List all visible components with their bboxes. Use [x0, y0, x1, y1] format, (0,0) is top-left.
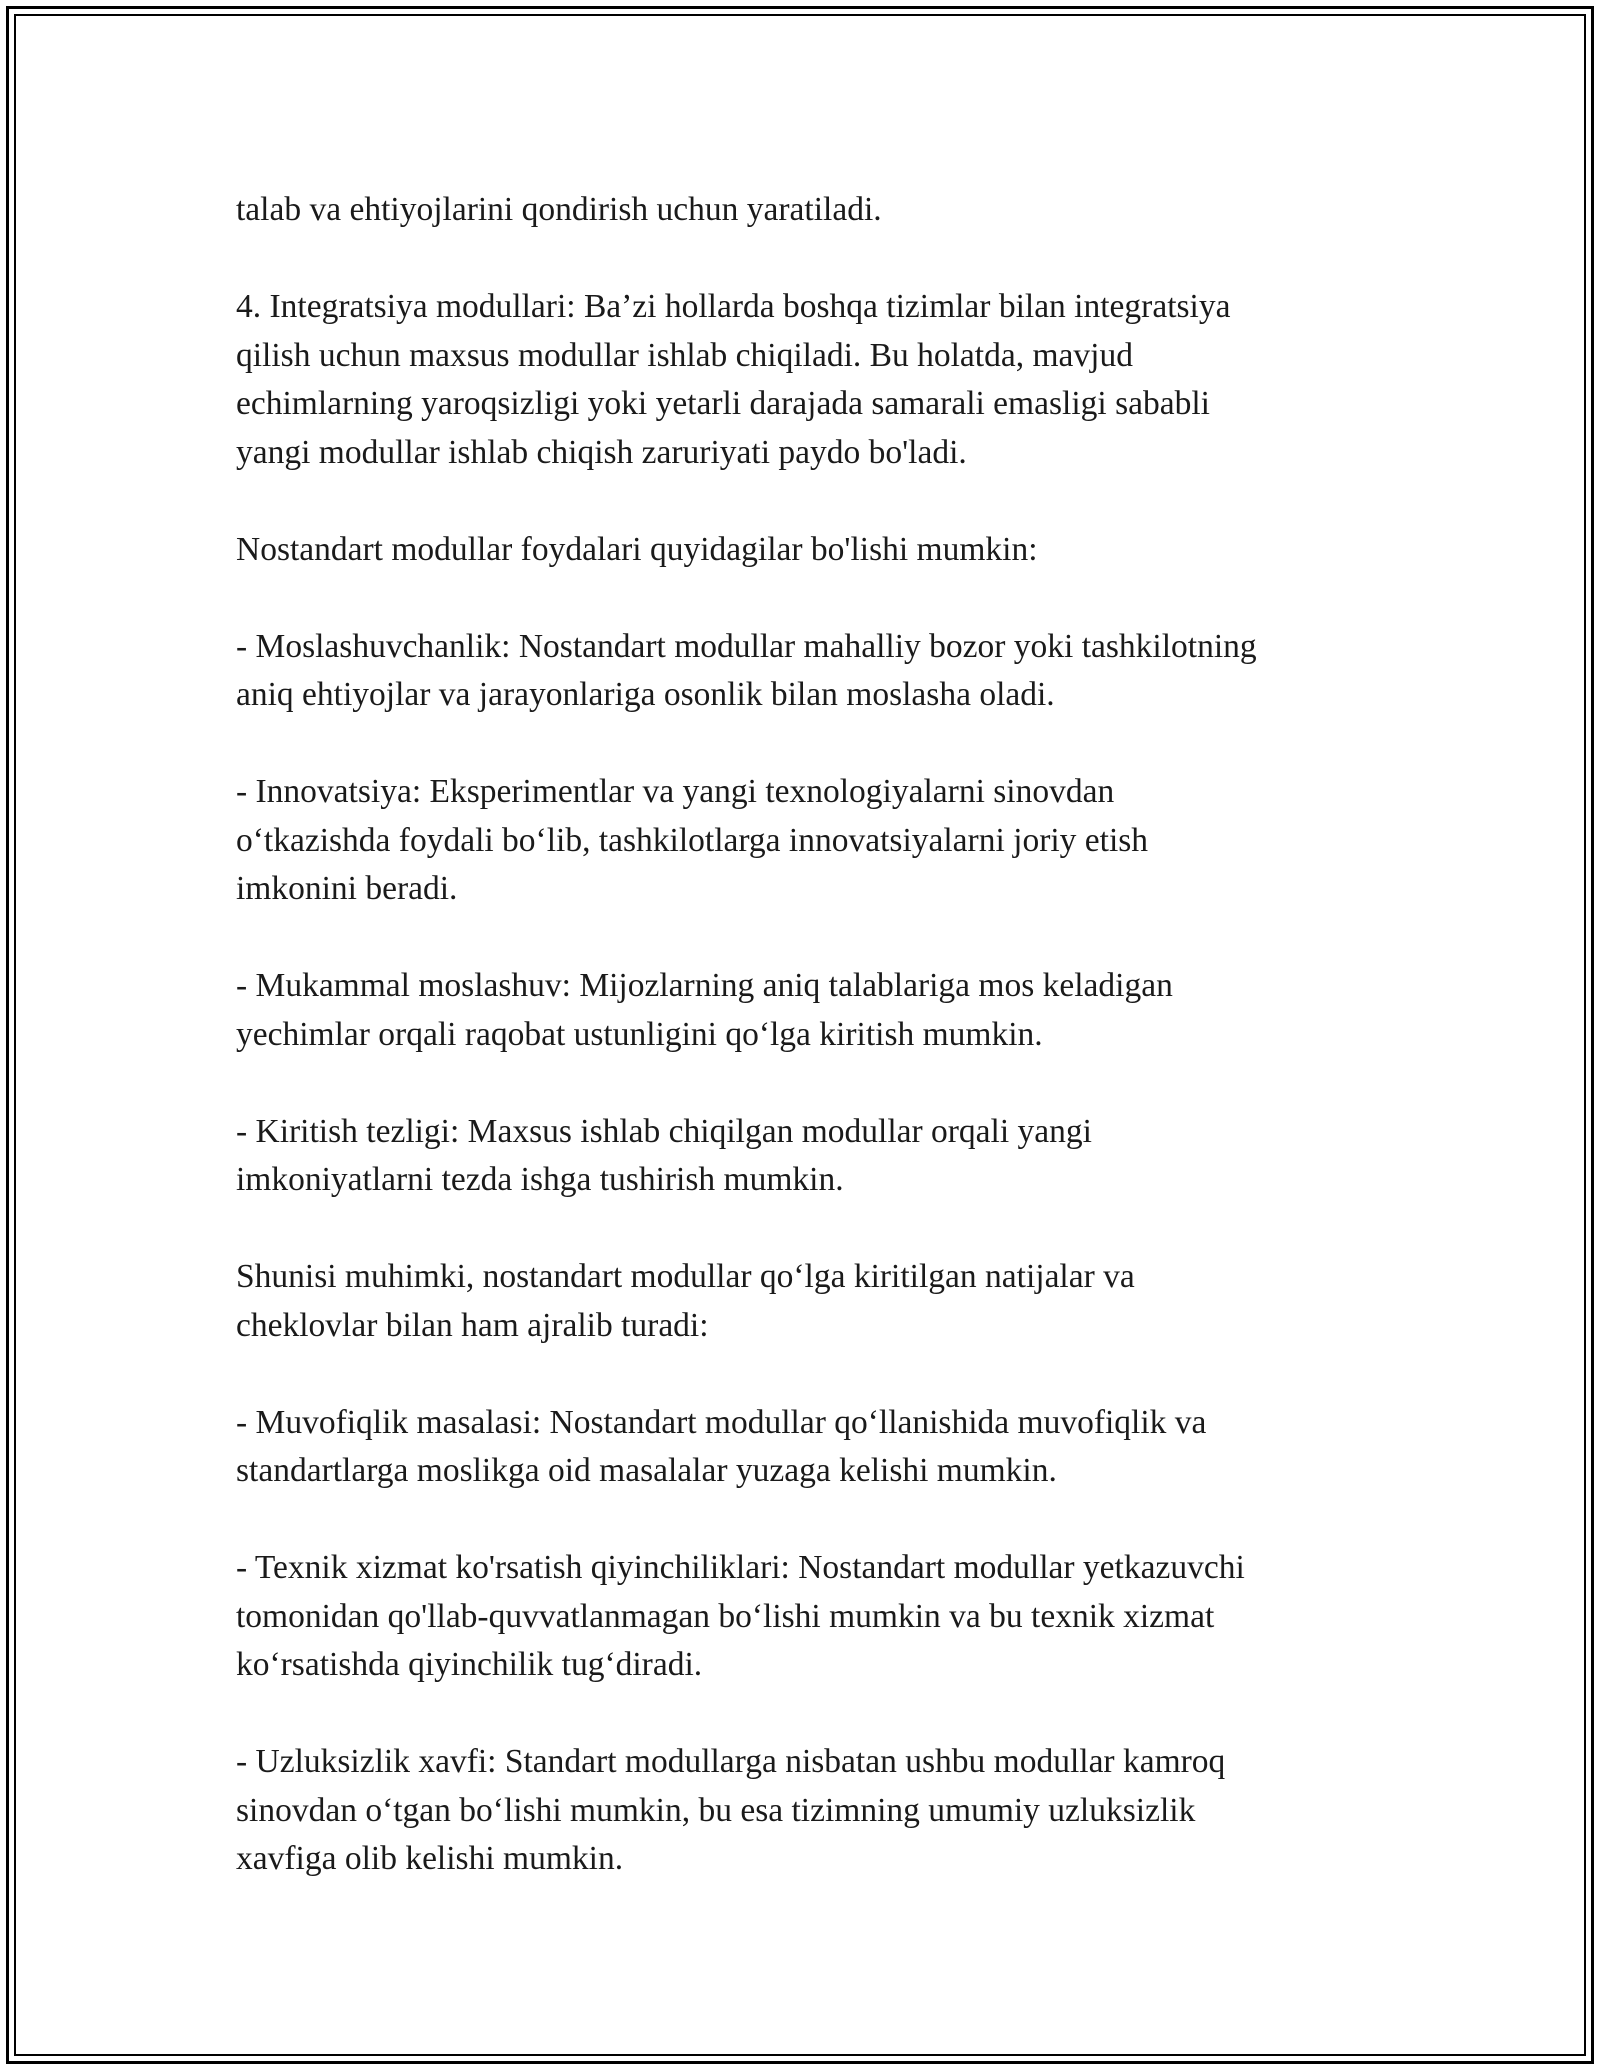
- paragraph-line: 4. Integratsiya modullari: Ba’zi hollarda boshqa tizimlar bilan integratsiya: [236, 288, 1231, 325]
- paragraph-line: Shunisi muhimki, nostandart modullar qo‘lga kiritilgan natijalar va: [236, 1258, 1135, 1295]
- paragraph: [236, 526, 1386, 575]
- paragraph-line: - Innovatsiya: Eksperimentlar va yangi texnologiyalarni sinovdan: [236, 773, 1115, 810]
- paragraph-line: talab va ehtiyojlarini qondirish uchun yaratiladi.: [236, 191, 882, 228]
- paragraph-line: qilish uchun maxsus modullar ishlab chiqiladi. Bu holatda, mavjud: [236, 336, 1133, 374]
- paragraph-line: - Uzluksizlik xavfi: Standart modullarga nisbatan ushbu modullar kamroq: [236, 1743, 1226, 1780]
- paragraph-line: imkoniyatlarni tezda ishga tushirish mumkin.: [236, 1161, 844, 1198]
- paragraph-line: echimlarning yaroqsizligi yoki yetarli darajada samarali emasligi sababli: [236, 385, 1210, 422]
- paragraph-line: aniq ehtiyojlar va jarayonlariga osonlik bilan moslasha oladi.: [236, 676, 1055, 713]
- paragraph: [236, 1399, 1386, 1496]
- paragraph: [236, 623, 1386, 720]
- paragraph-line: yangi modullar ishlab chiqish zaruriyati paydo bo'ladi.: [236, 433, 967, 471]
- paragraph-line: standartlarga moslikga oid masalalar yuzaga kelishi mumkin.: [236, 1452, 1057, 1489]
- paragraph-line: imkonini beradi.: [236, 870, 458, 907]
- paragraph-line: yechimlar orqali raqobat ustunligini qo‘lga kiritish mumkin.: [236, 1015, 1043, 1053]
- paragraph-line: sinovdan o‘tgan bo‘lishi mumkin, bu esa tizimning umumiy uzluksizlik: [236, 1791, 1196, 1829]
- paragraph-line: cheklovlar bilan ham ajralib turadi:: [236, 1306, 709, 1344]
- paragraph-line: - Kiritish tezligi: Maxsus ishlab chiqilgan modullar orqali yangi: [236, 1112, 1092, 1150]
- paragraph: [236, 962, 1386, 1059]
- paragraph: [236, 768, 1386, 914]
- paragraph-line: - Mukammal moslashuv: Mijozlarning aniq talablariga mos keladigan: [236, 967, 1173, 1004]
- paragraph-line: - Texnik xizmat ko'rsatish qiyinchiliklari: Nostandart modullar yetkazuvchi: [236, 1549, 1245, 1586]
- paragraph-line: - Muvofiqlik masalasi: Nostandart modullar qo‘llanishida muvofiqlik va: [236, 1403, 1207, 1441]
- paragraph-line: tomonidan qo'llab-quvvatlanmagan bo‘lishi mumkin va bu texnik xizmat: [236, 1597, 1215, 1635]
- paragraph: [236, 1108, 1386, 1205]
- paragraph: [236, 186, 1386, 235]
- paragraph-line: - Moslashuvchanlik: Nostandart modullar mahalliy bozor yoki tashkilotning: [236, 627, 1257, 665]
- document-body: [236, 186, 1386, 1932]
- paragraph: [236, 1544, 1386, 1690]
- paragraph-line: xavfiga olib kelishi mumkin.: [236, 1840, 624, 1877]
- paragraph-line: ko‘rsatishda qiyinchilik tug‘diradi.: [236, 1646, 703, 1683]
- paragraph: [236, 283, 1386, 477]
- paragraph: [236, 1738, 1386, 1884]
- paragraph-line: Nostandart modullar foydalari quyidagilar bo'lishi mumkin:: [236, 530, 1038, 568]
- paragraph: [236, 1253, 1386, 1350]
- paragraph-line: o‘tkazishda foydali bo‘lib, tashkilotlarga innovatsiyalarni joriy etish: [236, 821, 1149, 859]
